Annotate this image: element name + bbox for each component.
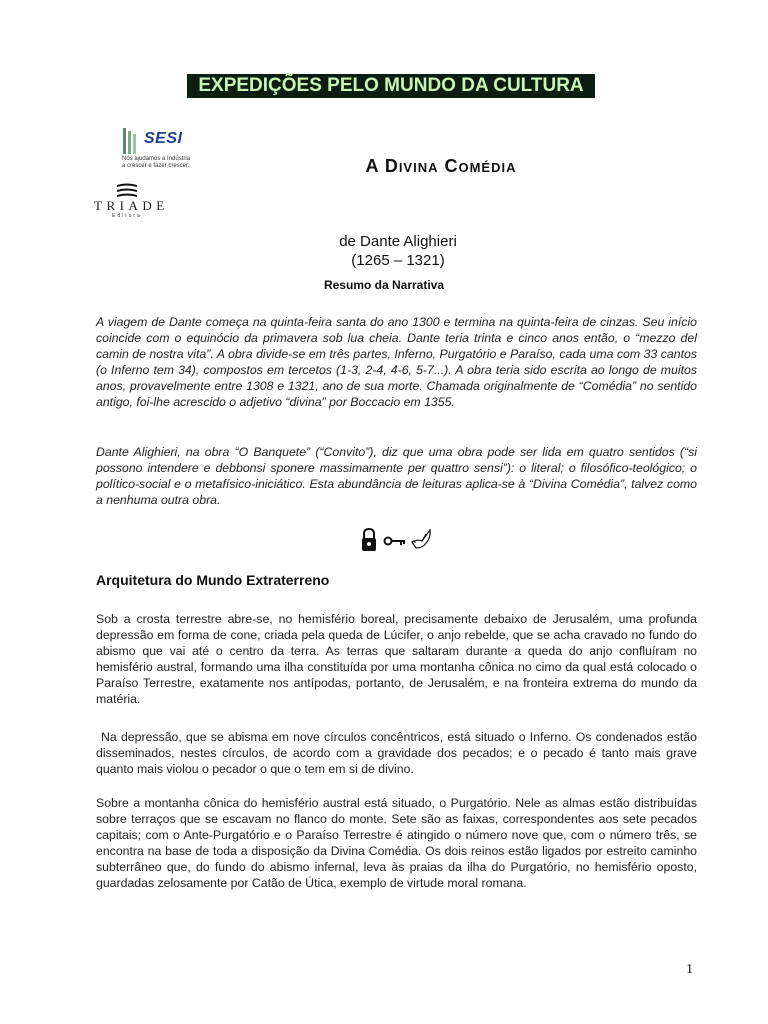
sesi-name: SESI [144, 130, 183, 147]
symbol-row [360, 526, 440, 554]
triade-emblem-icon [116, 182, 138, 198]
body-paragraph: Sob a crosta terrestre abre-se, no hemisfério boreal, precisamente debaixo de Jerusalém, uma profunda depressão em forma de cone, criada pela queda de Lúcifer, o anjo rebelde, que se acha cravado no fundo do abismo que vai até o centro da terra. As terras que saltaram durante a queda do anjo confluíram no hemisfério austral, formando uma ilha constituída por uma montanha cônica no cimo da qual está colocado o Paraíso Terrestre, exatamente nos antípodas, portanto, de Jerusalém, e na fronteira extrema do mundo da matéria. [96, 612, 697, 706]
banner-title: EXPEDIÇÕES PELO MUNDO DA CULTURA [187, 74, 595, 98]
body-paragraph: Sobre a montanha cônica do hemisfério austral está situado, o Purgatório. Nele as almas estão distribuídas sobre terraços que se escavam no flanco do monte. Sete são as faixas, correspondentes aos sete pecados capitais; com o Ante-Purgatório e o Paraíso Terrestre é atingido o número nove que, com o número três, se encontra na base de toda a disposição da Divina Comédia. Os dois reinos estão ligados por estreito caminho subterrâneo que, do fundo do abismo infernal, leva às praias da ilha do Purgatório, no hemisfério oposto, guardadas zelosamente por Catão de Útica, exemplo de virtude moral romana. [96, 796, 697, 890]
document-title: A Divina Comédia [365, 156, 517, 176]
triade-logo [94, 182, 174, 218]
body-paragraph: Na depressão, que se abisma em nove círculos concêntricos, está situado o Inferno. Os condenados estão disseminados, nestes círculos, de acordo com a gravidade dos pecados; e o pecado é tanto mais grave quanto mais violou o pecador o que o tem em si de divino. [96, 730, 697, 776]
author-block [0, 232, 768, 270]
triade-sub: Editora [112, 213, 142, 219]
triade-name: TRIADE [94, 198, 169, 213]
section-heading: Arquitetura do Mundo Extraterreno [96, 572, 330, 588]
lock-icon [362, 529, 376, 551]
key-icon [385, 538, 406, 546]
subtitle: Resumo da Narrativa [323, 278, 445, 292]
sesi-tagline: Nós ajudamos a Indústria a crescer e fazer crescer. [122, 156, 191, 169]
dove-icon [412, 530, 430, 548]
intro-paragraph: Dante Alighieri, na obra “O Banquete” (“Convito”), diz que uma obra pode ser lida em quatro sentidos (“si possono intendere e debbonsi sponere massimamente per quattro sensi”): o literal; o filosófico-teológico; o político-social e o metafísico-iniciático. Esta abundância de leituras aplica-se à “Divina Comédia”, talvez como a nenhuma outra obra. [96, 445, 697, 507]
intro-paragraph: A viagem de Dante começa na quinta-feira santa do ano 1300 e termina na quinta-feira de cinzas. Seu início coincide com o equinócio da primavera sob lua cheia. Dante teria trinta e cinco anos então, o “mezzo del camin de nostra vita”. A obra divide-se em três partes, Inferno, Purgatório e Paraíso, cada uma com 33 cantos (o Inferno tem 34), compostos em tercetos (1-3, 2-4, 4-6, 5-7...). A obra teria sido escrita ao longo de muitos anos, provavelmente entre 1308 e 1321, ano de sua morte. Chamada originalmente de “Comédia” no sentido antigo, foi-lhe acrescido o adjetivo “divina” por Boccacio em 1355. [96, 315, 697, 409]
sesi-emblem-icon [122, 128, 138, 154]
page-number: 1 [686, 962, 693, 977]
author-years: (1265 – 1321) [351, 252, 445, 269]
author-name: de Dante Alighieri [339, 233, 457, 250]
